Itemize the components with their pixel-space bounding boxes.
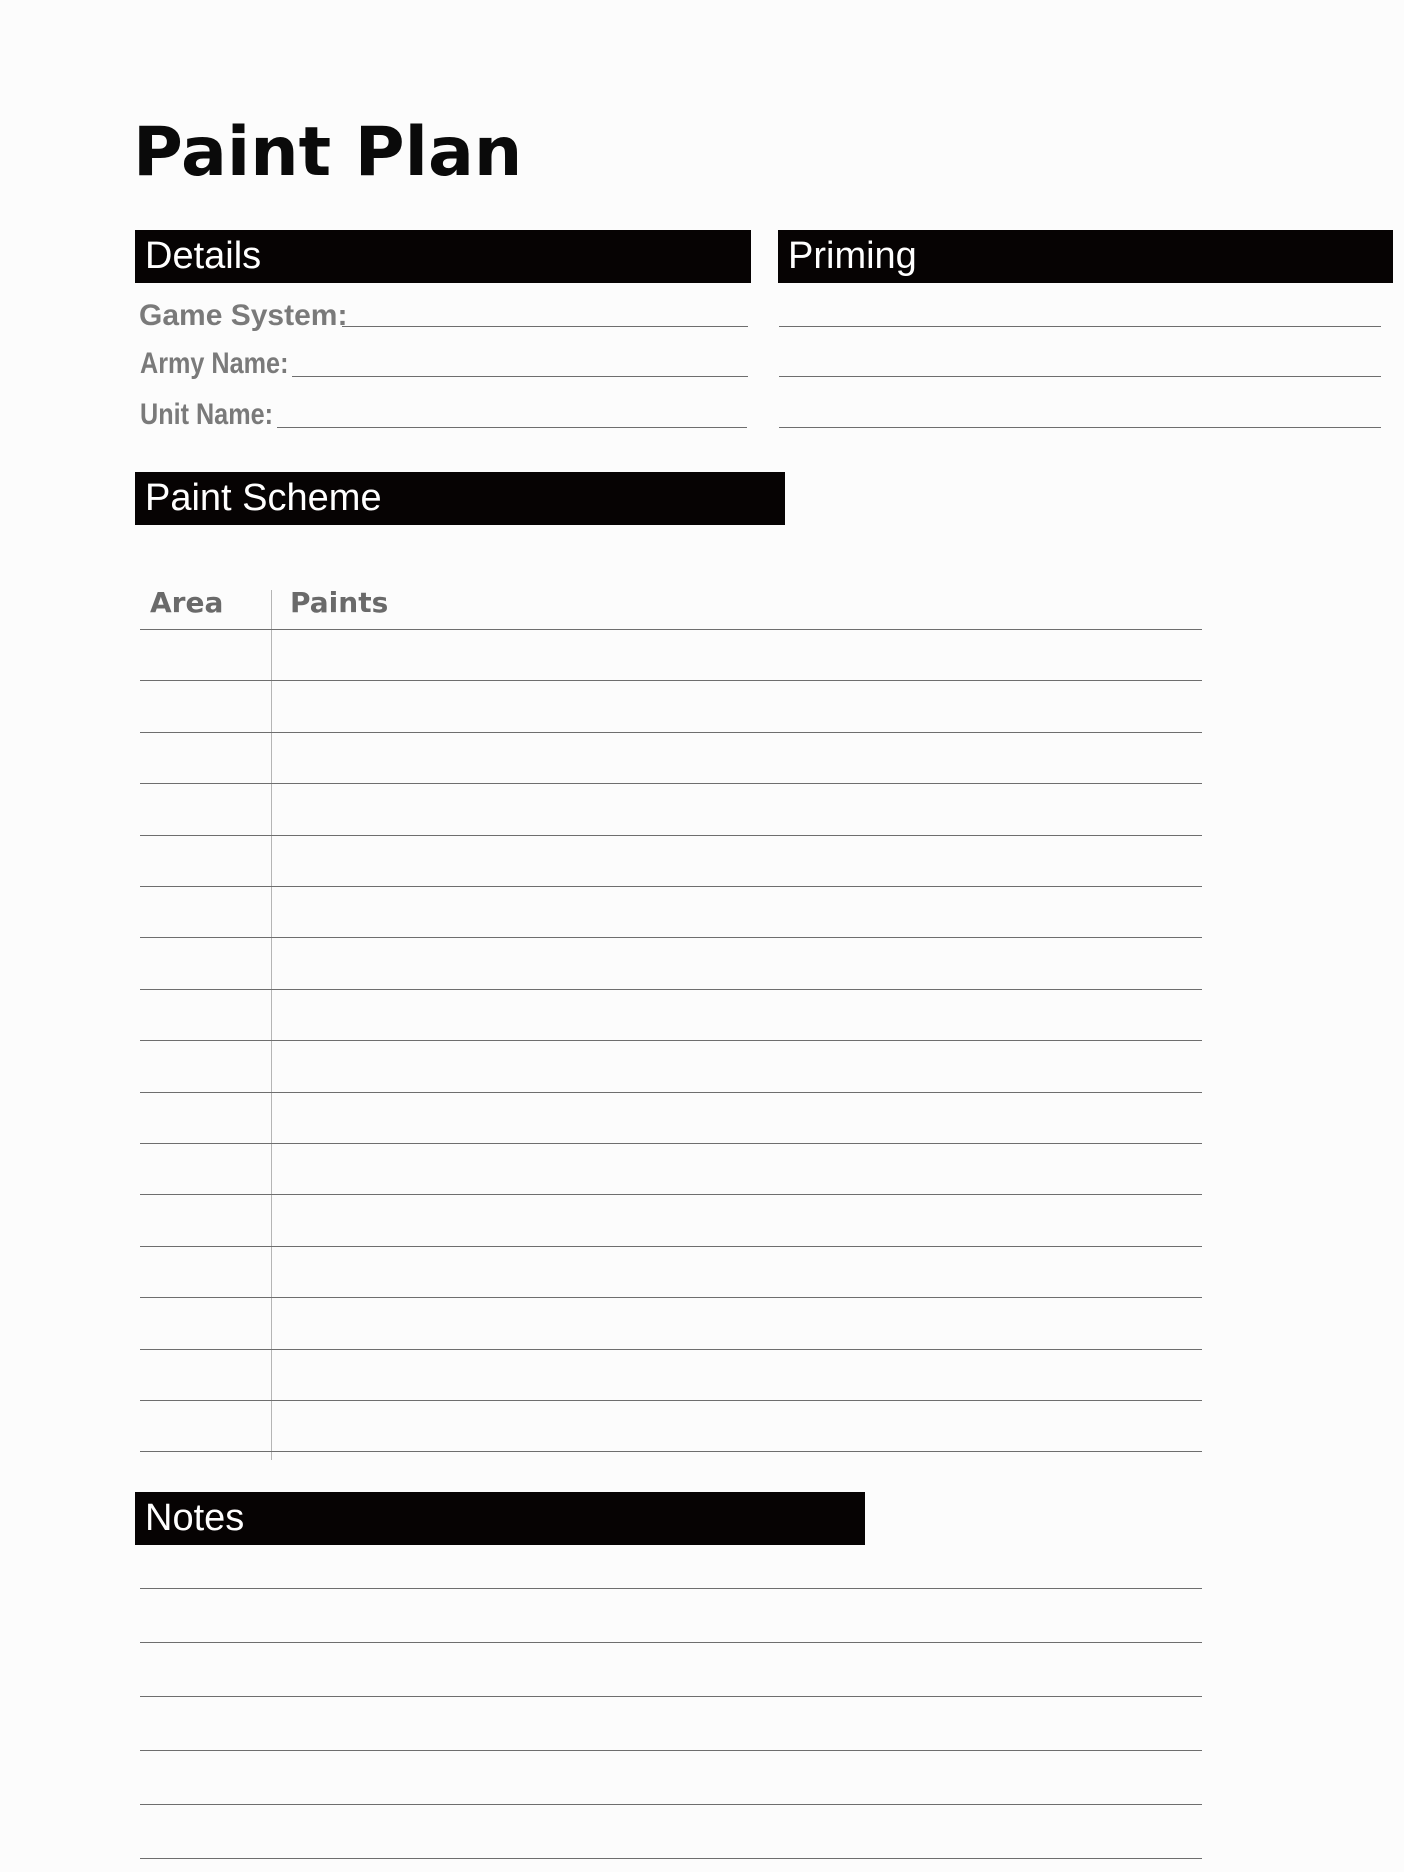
paints-column-header: Paints (290, 586, 389, 619)
table-row[interactable] (140, 1297, 1202, 1298)
table-row[interactable] (140, 1349, 1202, 1350)
notes-line[interactable] (140, 1696, 1202, 1697)
table-row[interactable] (140, 1400, 1202, 1401)
unit-name-field[interactable] (277, 427, 747, 428)
notes-line[interactable] (140, 1588, 1202, 1589)
notes-line[interactable] (140, 1804, 1202, 1805)
table-row[interactable] (140, 680, 1202, 681)
details-section-header: Details (135, 230, 751, 283)
notes-line[interactable] (140, 1642, 1202, 1643)
table-row[interactable] (140, 1194, 1202, 1195)
paint-scheme-section-header: Paint Scheme (135, 472, 785, 525)
area-column-header: Area (150, 586, 224, 619)
game-system-field[interactable] (342, 326, 748, 327)
army-name-label: Army Name: (140, 347, 289, 380)
table-row[interactable] (140, 1092, 1202, 1093)
priming-line[interactable] (779, 326, 1381, 327)
army-name-field[interactable] (292, 376, 748, 377)
table-row[interactable] (140, 835, 1202, 836)
table-header-rule (140, 629, 1202, 630)
priming-line[interactable] (779, 427, 1381, 428)
table-row[interactable] (140, 1143, 1202, 1144)
table-row[interactable] (140, 989, 1202, 990)
unit-name-label: Unit Name: (140, 398, 274, 431)
notes-section-header: Notes (135, 1492, 865, 1545)
priming-section-header: Priming (778, 230, 1393, 283)
table-row[interactable] (140, 937, 1202, 938)
table-row[interactable] (140, 732, 1202, 733)
table-row[interactable] (140, 1040, 1202, 1041)
table-row[interactable] (140, 1246, 1202, 1247)
notes-line[interactable] (140, 1858, 1202, 1859)
game-system-label: Game System: (139, 299, 348, 332)
table-row[interactable] (140, 886, 1202, 887)
page-title: Paint Plan (133, 113, 523, 192)
table-row[interactable] (140, 783, 1202, 784)
column-divider (271, 590, 272, 1460)
priming-line[interactable] (779, 376, 1381, 377)
table-row[interactable] (140, 1451, 1202, 1452)
notes-line[interactable] (140, 1750, 1202, 1751)
